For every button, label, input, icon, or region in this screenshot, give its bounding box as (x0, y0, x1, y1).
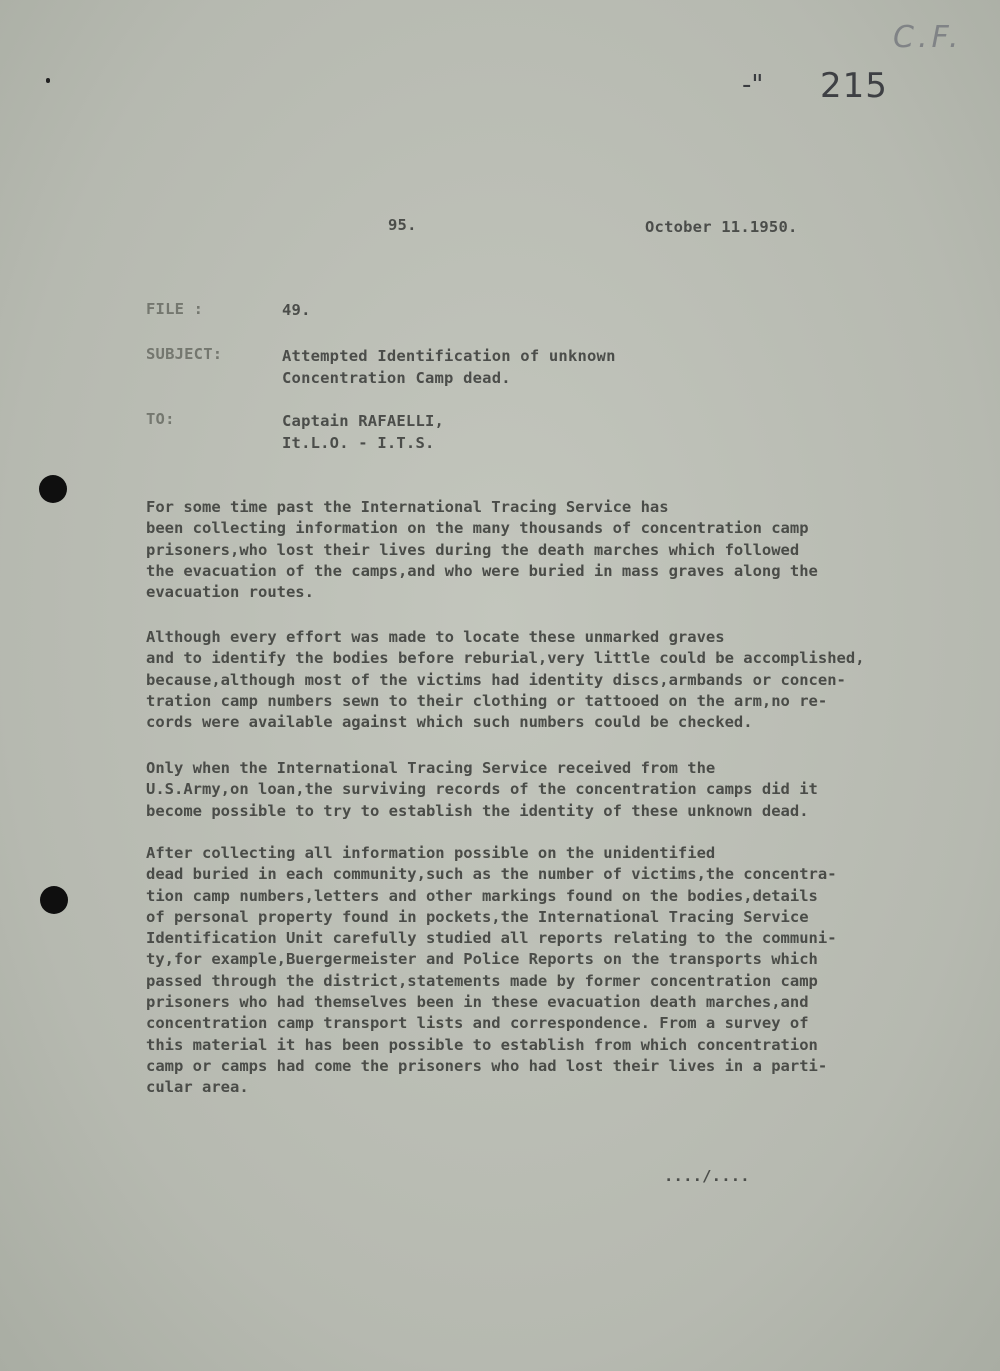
paper-speck (46, 78, 50, 83)
file-label: FILE : (146, 300, 204, 318)
to-value: Captain RAFAELLI, It.L.O. - I.T.S. (282, 412, 445, 452)
subject-label: SUBJECT: (146, 345, 223, 363)
body-paragraph-3: Only when the International Tracing Service received from the U.S.Army,on loan,the surviving records of the concentration camps did it become possible to try to establish the identity of these unknown dead. (146, 759, 818, 820)
subject-value: Attempted Identification of unknown Concentration Camp dead. (282, 347, 616, 387)
to-label: TO: (146, 410, 175, 428)
document-date: October 11.1950. (645, 218, 798, 236)
page-number: 215 (820, 66, 888, 106)
body-paragraph-2: Although every effort was made to locate these unmarked graves and to identify the bodies before reburial,very little could be accomplished, because,although most of the victims had identity discs,armbands or concen- tration camp numbers sewn to their clothing or tattooed on the arm,no re- cords were available against which such numbers could be checked. (146, 628, 865, 732)
body-paragraph-4: After collecting all information possible on the unidentified dead buried in each community,such as the number of victims,the concentra- tion camp numbers,letters and other markings found on the bodies,details of personal property found in pockets,the International Tracing Service Identification Unit carefully studied all reports relating to the communi- ty,for example,Buergermeister and Police Reports on the transports which passed through the district,statements made by former concentration camp prisoners who had themselves been in these evacuation death marches,and concentration camp transport lists and correspondence. From a survey of this material it has been possible to establish from which concentration camp or camps had come the prisoners who had lost their lives in a parti- cular area. (146, 844, 837, 1097)
handwritten-mark: -" (742, 70, 764, 100)
body-paragraph-1: For some time past the International Tracing Service has been collecting information on the many thousands of concentration camp prisoners,who lost their lives during the death marches which followed the evacuation of the camps,and who were buried in mass graves along the evacuation routes. (146, 498, 818, 602)
document-number: 95. (388, 216, 417, 234)
punch-hole-top (39, 475, 67, 503)
handwritten-initials: C.F. (893, 20, 963, 55)
punch-hole-bottom (40, 886, 68, 914)
continuation-mark: ..../.... (664, 1167, 750, 1185)
file-value: 49. (282, 301, 311, 319)
